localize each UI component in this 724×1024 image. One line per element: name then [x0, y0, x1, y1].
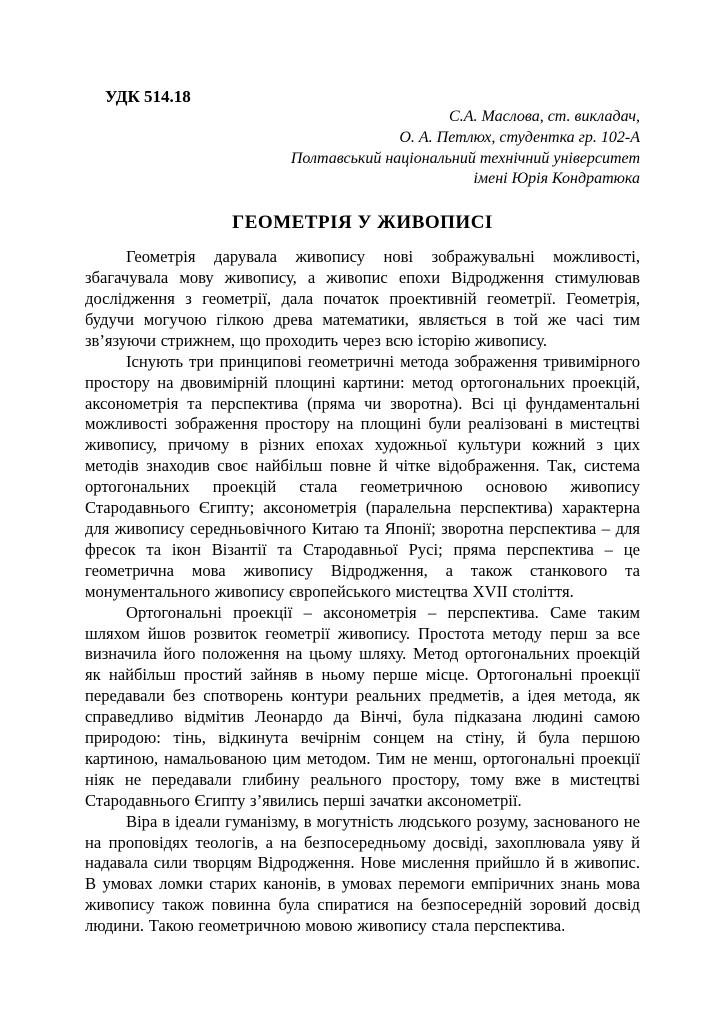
affiliation-line: Полтавський національний технічний університет: [290, 149, 640, 167]
paragraph: Геометрія дарувала живопису нові зображувальні можливості, збагачувала мову живопису, а живопис епохи Відродження стимулював дослідження з геометрії, дала початок проективній геометрії. Геометрія, будучи могучою гілкою древа математики, являється в той же часі тим зв’язуючи стрижнем, що проходить через всю історію живопису.: [85, 247, 640, 350]
udc-code: УДК 514.18: [105, 87, 191, 106]
author-line: О. А. Петлюх, студентка гр. 102-А: [399, 128, 640, 146]
paper-body: [85, 247, 640, 937]
author-line: С.А. Маслова, ст. викладач,: [449, 108, 640, 125]
affiliation-line: імені Юрія Кондратюка: [473, 170, 640, 188]
paragraph: Ортогональні проекції – аксонометрія – перспектива. Саме таким шляхом йшов розвиток геометрії живопису. Простота методу перш за все визначила його положення на цьому шляху. Метод ортогональних проекцій як найбільш простий зайняв в ньому перше місце. Ортогональні проекції передавали без спотворень контури реальних предметів, а ідея метода, як справедливо відмітив Леонардо да Вінчі, була підказана людині самою природою: тінь, відкинута вечірнім сонцем на стіну, й була першою картиною, намальованою цим методом. Тим не менш, ортогональні проекції ніяк не передавали глибину реального простору, тому вже в мистецтві Стародавнього Єгипту з’явились перші зачатки аксонометрії.: [85, 602, 640, 810]
paper-title: ГЕОМЕТРІЯ У ЖИВОПИСІ: [232, 212, 493, 234]
paragraph: Існують три принципові геометричні метода зображення тривимірного простору на двовимірній площині картини: метод ортогональних проекцій, аксонометрія та перспектива (пряма чи зворотна). Всі ці фундаментальні можливості зображення простору на площині були реалізовані в мистецтві живопису, причому в різних епохах художньої культури кожний з цих методів знаходив своє найбільш повне й чітке відображення. Так, система ортогональних проекцій стала геометричною основою живопису Стародавнього Єгипту; аксонометрія (паралельна перспектива) характерна для живопису середньовічного Китаю та Японії; зворотна перспектива – для фресок та ікон Візантії та Стародавньої Русі; пряма перспектива – це геометрична мова живопису Відродження, а також станкового та монументального живопису європейського мистецтва XVII століття.: [85, 351, 640, 601]
paragraph: Віра в ідеали гуманізму, в могутність людського розуму, заснованого не на проповідях теологів, а на безпосередньому досвіді, захоплювала уяву й надавала сили творцям Відродження. Нове мислення прийшло й в живопис. В умовах ломки старих канонів, в умовах перемоги емпіричних знань мова живопису також повинна була спиратися на безпосередній зоровий досвід людини. Такою геометричною мовою живопису стала перспектива.: [85, 811, 640, 936]
author-block: [85, 107, 640, 190]
